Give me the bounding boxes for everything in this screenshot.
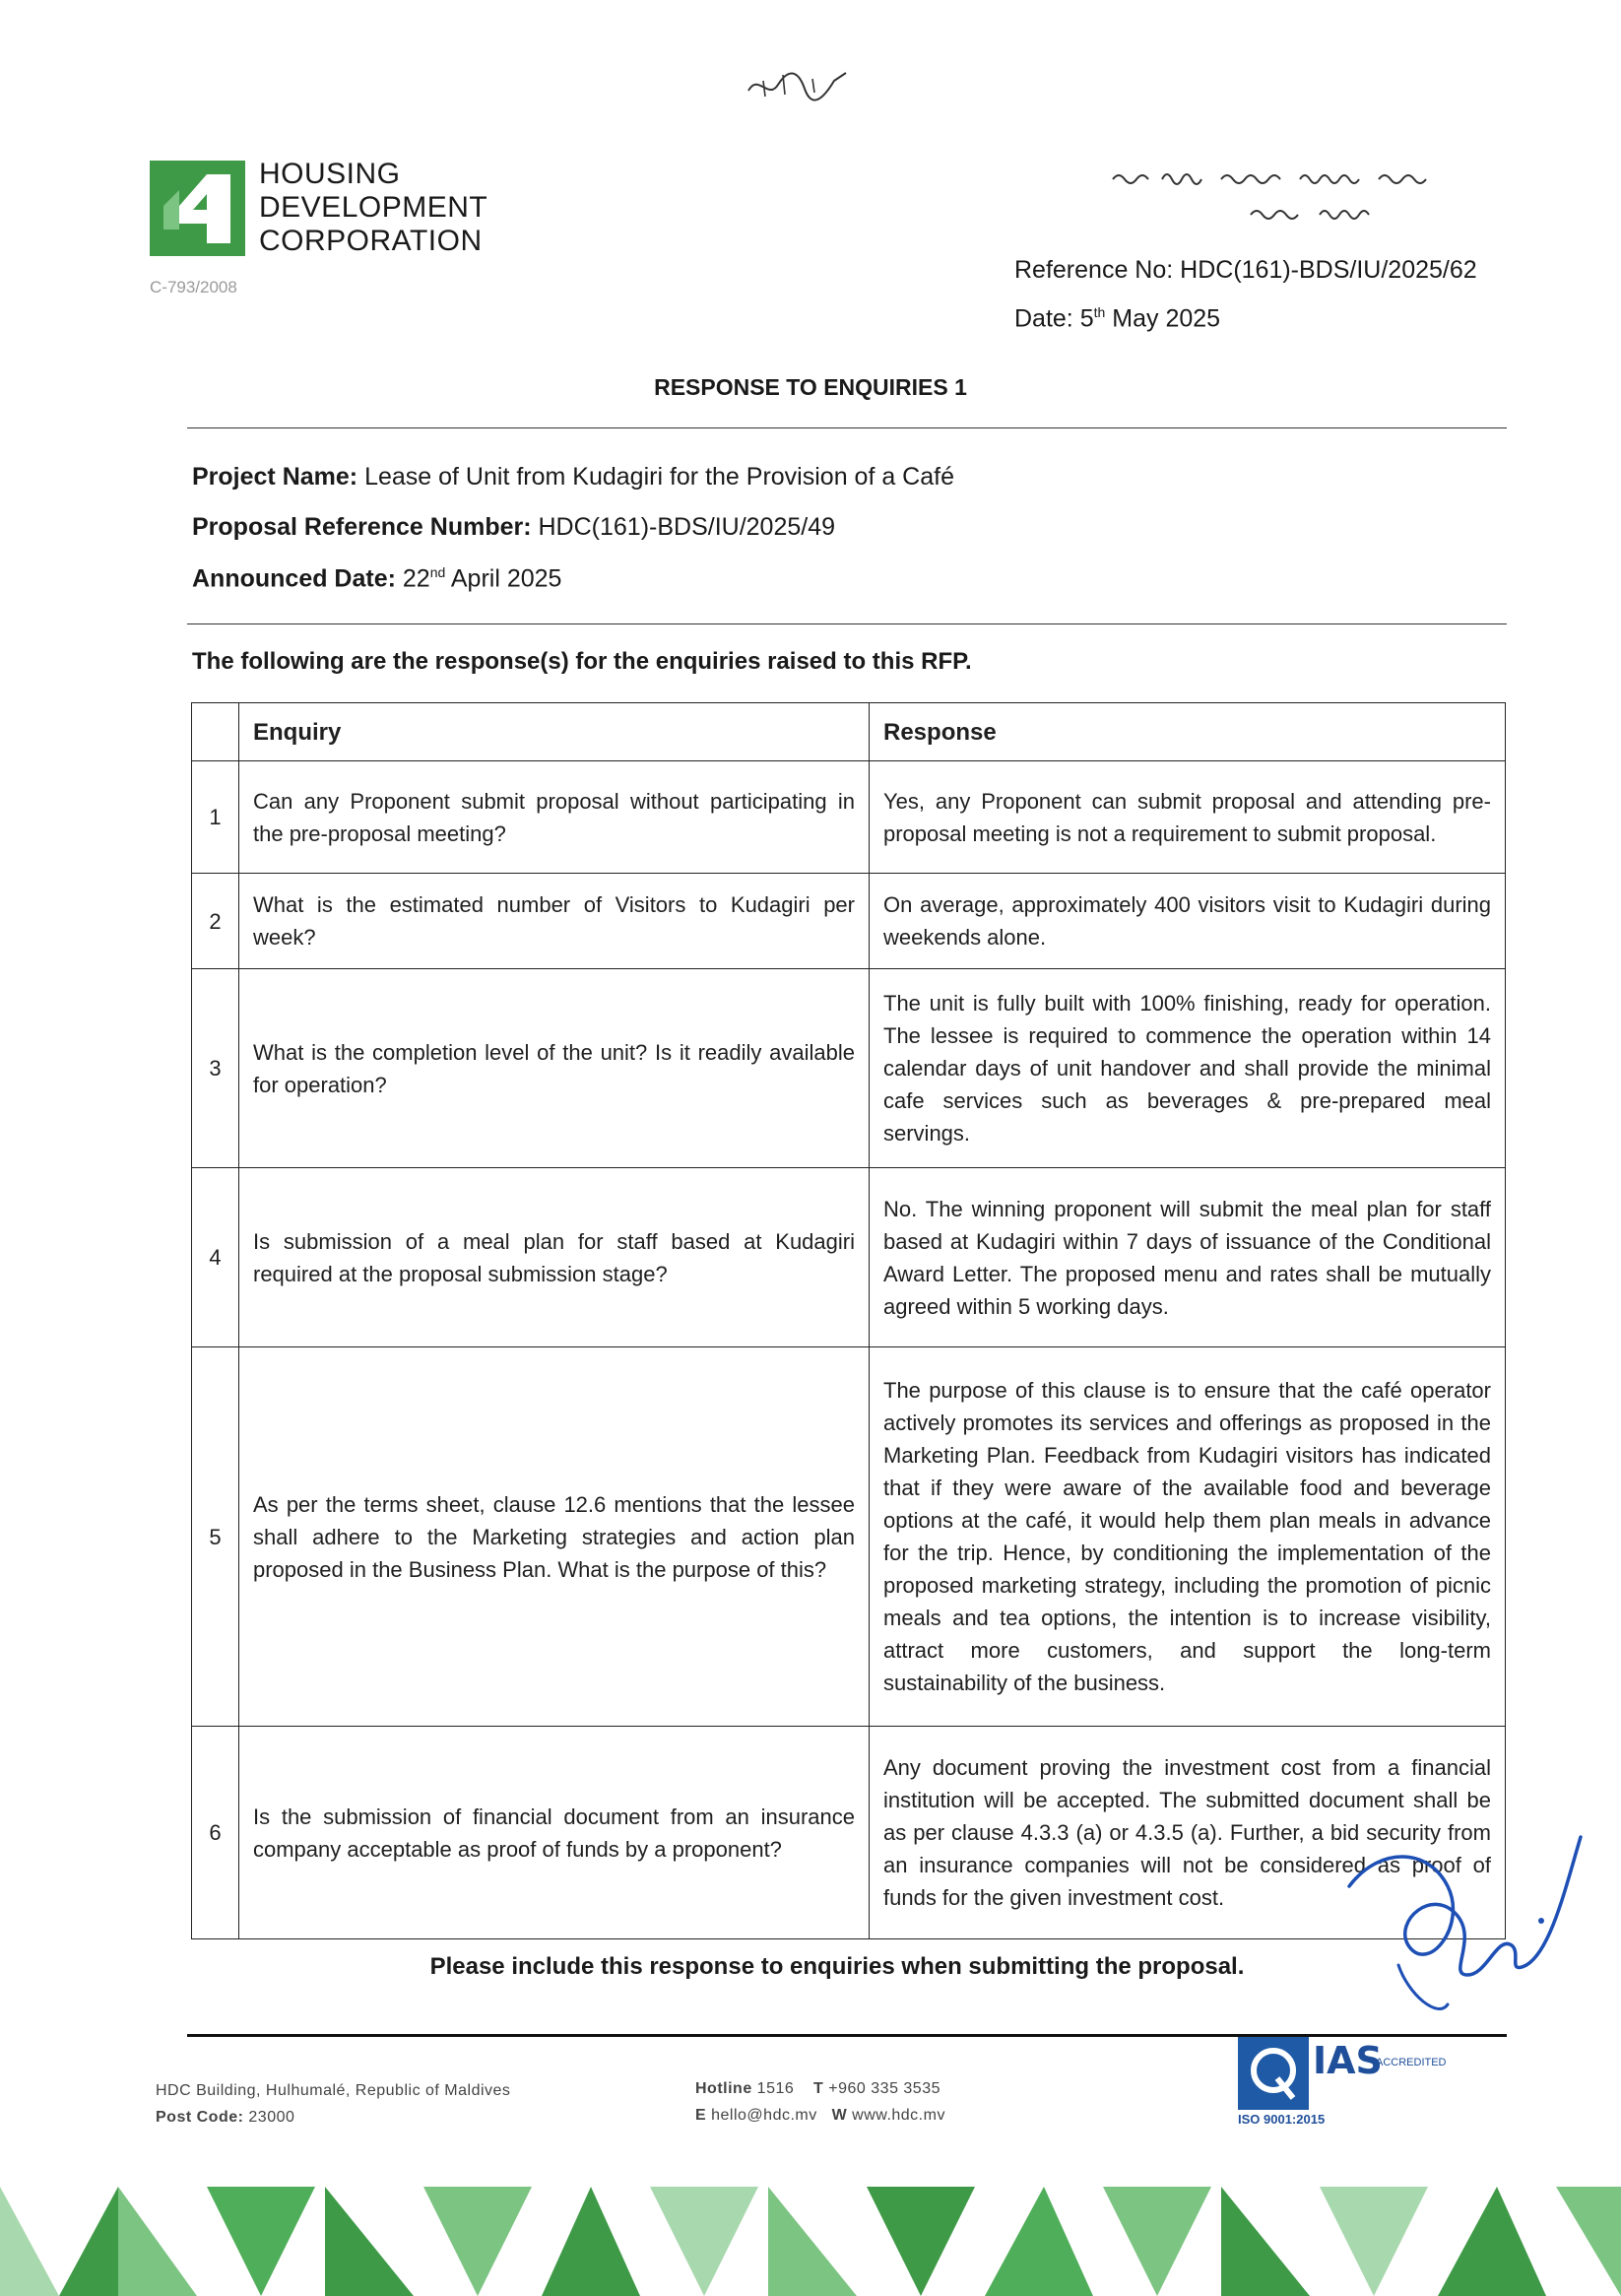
proposal-reference-value: HDC(161)-BDS/IU/2025/49 (538, 513, 836, 541)
org-name-line3: CORPORATION (259, 225, 483, 257)
tel-value: +960 335 3535 (828, 2080, 940, 2097)
number-header (192, 703, 239, 761)
announced-date-line (192, 564, 561, 593)
project-name-value: Lease of Unit from Kudagiri for the Provision of a Café (364, 463, 954, 491)
web-line (695, 2102, 945, 2129)
org-name-line2: DEVELOPMENT (259, 191, 488, 224)
reference-block (1014, 249, 1477, 340)
table-header-row (192, 703, 1506, 761)
hotline-value: 1516 (756, 2080, 795, 2097)
bismillah-calligraphy (744, 61, 852, 106)
proposal-reference-line (192, 513, 835, 542)
row-number: 5 (192, 1347, 239, 1727)
iso-certification: ISO 9001:2015 (1238, 2112, 1326, 2127)
date-label: Date: (1014, 304, 1073, 333)
response-cell: On average, approximately 400 visitors visit to Kudagiri during weekends alone. (870, 874, 1506, 969)
postcode-value: 23000 (248, 2109, 295, 2126)
table-row (192, 1347, 1506, 1727)
enquiry-cell: Is the submission of financial document from an insurance company acceptable as proof of funds by a proponent? (239, 1727, 870, 1939)
registration-number: C-793/2008 (150, 278, 237, 296)
intro-statement: The following are the response(s) for the enquiries raised to this RFP. (192, 648, 972, 675)
reference-value: HDC(161)-BDS/IU/2025/62 (1180, 256, 1477, 284)
reference-line (1014, 249, 1477, 292)
announced-rest: April 2025 (450, 564, 562, 593)
table-row (192, 1727, 1506, 1939)
enquiry-cell: Can any Proponent submit proposal without participating in the pre-proposal meeting? (239, 761, 870, 874)
project-name-line (192, 463, 954, 492)
decorative-triangle-band (0, 2157, 1621, 2296)
date-suffix: th (1093, 304, 1106, 320)
project-divider (187, 623, 1507, 624)
project-name-label: Project Name: (192, 463, 358, 491)
enquiry-header: Enquiry (239, 703, 870, 761)
email-value[interactable]: hello@hdc.mv (711, 2107, 817, 2124)
table-row (192, 874, 1506, 969)
ias-accredited-text: ACCREDITED (1376, 2057, 1447, 2068)
table-row (192, 761, 1506, 874)
dhivehi-org-name (1103, 158, 1458, 236)
ias-text: IAS (1313, 2039, 1383, 2082)
response-cell: No. The winning proponent will submit the meal plan for staff based at Kudagiri within 7 days of issuance of the Conditional Award Letter. The proposed menu and rates shall be mutually agreed within 5 working days. (870, 1168, 1506, 1347)
response-cell: The unit is fully built with 100% finishing, ready for operation. The lessee is required to commence the operation within 14 calendar days of unit handover and shall provide the minimal cafe services such as beverages & pre-prepared meal servings. (870, 969, 1506, 1168)
enquiries-table (191, 702, 1506, 1939)
organization-name (259, 158, 487, 258)
row-number: 3 (192, 969, 239, 1168)
phone-line (695, 2075, 945, 2102)
proposal-reference-label: Proposal Reference Number: (192, 513, 532, 541)
row-number: 6 (192, 1727, 239, 1939)
enquiry-cell: What is the estimated number of Visitors to Kudagiri per week? (239, 874, 870, 969)
announced-date-label: Announced Date: (192, 564, 396, 593)
footer-contact (695, 2075, 945, 2129)
closing-note: Please include this response to enquiries when submitting the proposal. (429, 1953, 1245, 1980)
date-rest: May 2025 (1112, 304, 1221, 333)
address-line: HDC Building, Hulhumalé, Republic of Maldives (156, 2082, 511, 2099)
title-divider (187, 427, 1507, 428)
table-row (192, 1168, 1506, 1347)
document-title: RESPONSE TO ENQUIRIES 1 (654, 374, 967, 400)
org-name-line1: HOUSING (259, 158, 401, 190)
row-number: 1 (192, 761, 239, 874)
footer-address (156, 2077, 510, 2131)
signature-image (1339, 1827, 1586, 2024)
web-label: W (831, 2107, 848, 2124)
response-cell: The purpose of this clause is to ensure that the café operator actively promotes its services and offerings as proposed in the Marketing Plan. Feedback from Kudagiri visitors has indicated that if they were aware of the available food and beverage options at the café, it would help them plan meals in advance for the trip. Hence, by conditioning the implementation of the proposed marketing strategy, including the promotion of picnic meals and tea options, the intention is to increase visibility, attract more customers, and support the long-term sustainability of the business. (870, 1347, 1506, 1727)
response-cell: Any document proving the investment cost from a financial institution will be accepted. The submitted document shall be as per clause 4.3.3 (a) or 4.3.5 (a). Further, a bid security from an insurance companies will not be considered as proof of funds for the given investment cost. (870, 1727, 1506, 1939)
announced-suffix: nd (429, 564, 446, 580)
date-day: 5 (1079, 304, 1094, 333)
enquiry-cell: What is the completion level of the unit? Is it readily available for operation? (239, 969, 870, 1168)
email-label: E (695, 2107, 707, 2124)
ias-accreditation-badge (1238, 2037, 1451, 2128)
ias-q-icon (1238, 2037, 1309, 2110)
table-row (192, 969, 1506, 1168)
row-number: 4 (192, 1168, 239, 1347)
hotline-label: Hotline (695, 2080, 752, 2097)
hdc-logo-icon (150, 161, 245, 256)
row-number: 2 (192, 874, 239, 969)
web-value[interactable]: www.hdc.mv (852, 2107, 945, 2124)
reference-label: Reference No: (1014, 256, 1174, 284)
postcode-line (156, 2104, 510, 2131)
response-header: Response (870, 703, 1506, 761)
postcode-label: Post Code: (156, 2109, 244, 2126)
date-line (1014, 292, 1477, 340)
announced-day: 22 (402, 564, 430, 593)
enquiry-cell: Is submission of a meal plan for staff based at Kudagiri required at the proposal submission stage? (239, 1168, 870, 1347)
tel-label: T (813, 2080, 824, 2097)
enquiry-cell: As per the terms sheet, clause 12.6 mentions that the lessee shall adhere to the Marketing strategies and action plan proposed in the Business Plan. What is the purpose of this? (239, 1347, 870, 1727)
response-cell: Yes, any Proponent can submit proposal and attending pre-proposal meeting is not a requirement to submit proposal. (870, 761, 1506, 874)
